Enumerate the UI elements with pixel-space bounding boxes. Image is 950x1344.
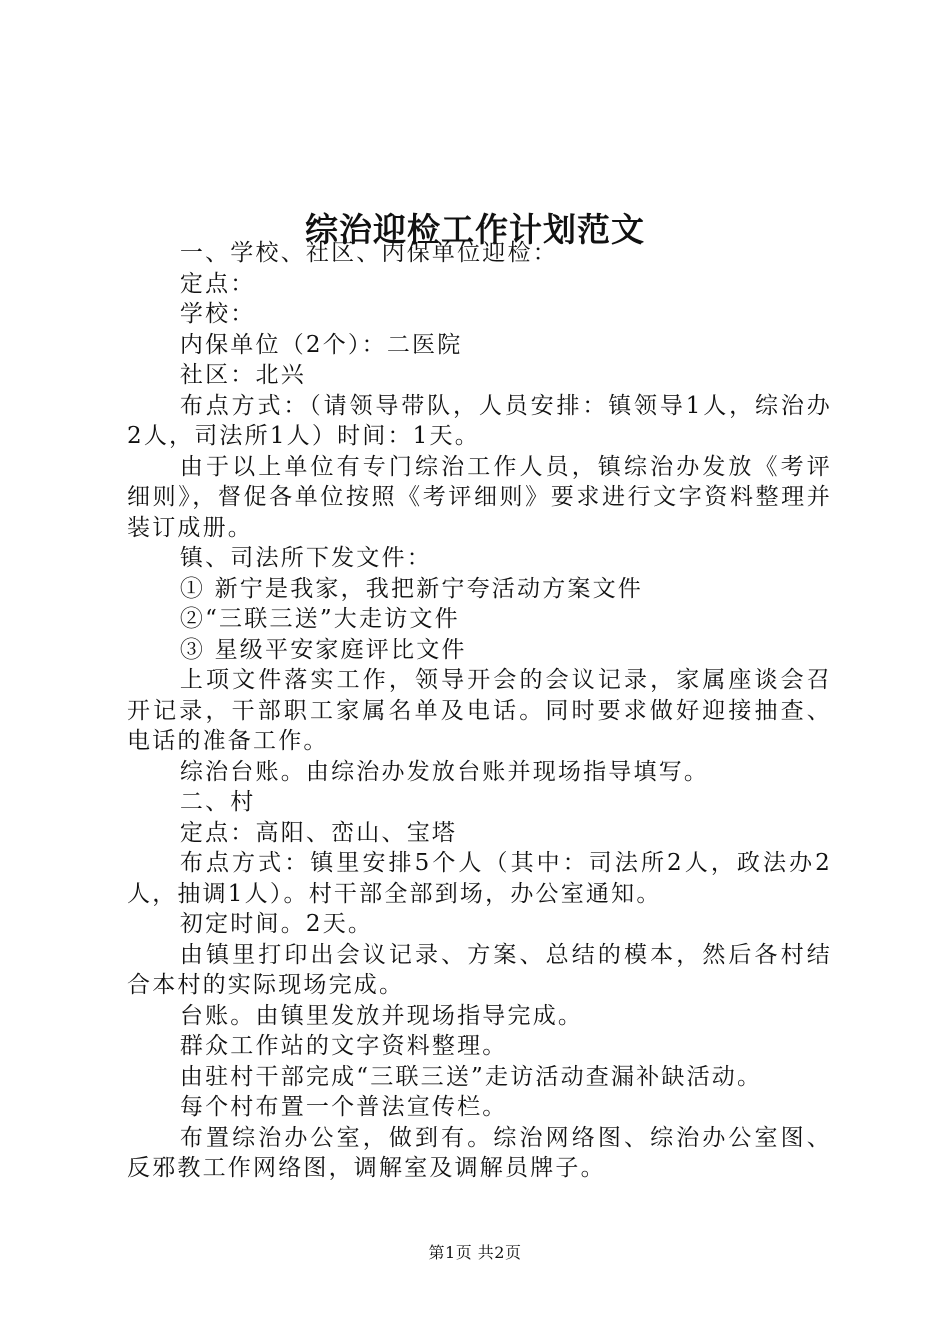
paragraph: 社区：北兴: [179, 362, 306, 388]
document-title: 综治迎检工作计划范文: [305, 210, 645, 250]
paragraph: 综治台账。由综治办发放台账并现场指导填写。: [179, 758, 710, 785]
paragraph: 定点：高阳、峦山、宝塔: [179, 819, 458, 846]
paragraph: 上项文件落实工作，领导开会的会议记录，家属座谈会召开记录，干部职工家属名单及电话。同时要求做好迎接抽查、电话的准备工作。: [127, 667, 832, 754]
page-footer: [0, 1243, 950, 1263]
paragraph: 由驻村干部完成“三联三送”走访活动查漏补缺活动。: [179, 1063, 763, 1090]
paragraph: 一、学校、社区、内保单位迎检：: [179, 240, 558, 266]
paragraph: 每个村布置一个普法宣传栏。: [179, 1094, 508, 1120]
paragraph: 二、村: [179, 789, 256, 815]
paragraph: 群众工作站的文字资料整理。: [179, 1033, 508, 1059]
paragraph: 初定时间。2天。: [179, 911, 374, 937]
paragraph: 内保单位（2个）：二医院: [179, 331, 463, 358]
paragraph: ③ 星级平安家庭评比文件: [179, 636, 467, 663]
paragraph: ① 新宁是我家，我把新宁夸活动方案文件: [179, 575, 644, 602]
paragraph: 布点方式：镇里安排5个人（其中：司法所2人，政法办2人，抽调1人）。村干部全部到场，办公室通知。: [127, 850, 832, 907]
paragraph: 镇、司法所下发文件：: [179, 545, 432, 571]
paragraph: 布置综治办公室，做到有。综治网络图、综治办公室图、反邪教工作网络图，调解室及调解员牌子。: [127, 1124, 832, 1181]
paragraph: 台账。由镇里发放并现场指导完成。: [179, 1002, 584, 1029]
paragraph: 布点方式：（请领导带队，人员安排：镇领导1人，综治办2人，司法所1人）时间：1天。: [127, 392, 832, 449]
document-body: [127, 238, 832, 1184]
paragraph: ②“三联三送”大走访文件: [179, 606, 460, 632]
paragraph: 由镇里打印出会议记录、方案、总结的模本，然后各村结合本村的实际现场完成。: [127, 941, 832, 998]
paragraph: 学校：: [179, 301, 256, 327]
paragraph: 由于以上单位有专门综治工作人员，镇综治办发放《考评细则》，督促各单位按照《考评细则》要求进行文字资料整理并装订成册。: [127, 453, 832, 541]
paragraph: 定点：: [179, 270, 256, 297]
page-number: 第1页 共2页: [428, 1243, 522, 1262]
